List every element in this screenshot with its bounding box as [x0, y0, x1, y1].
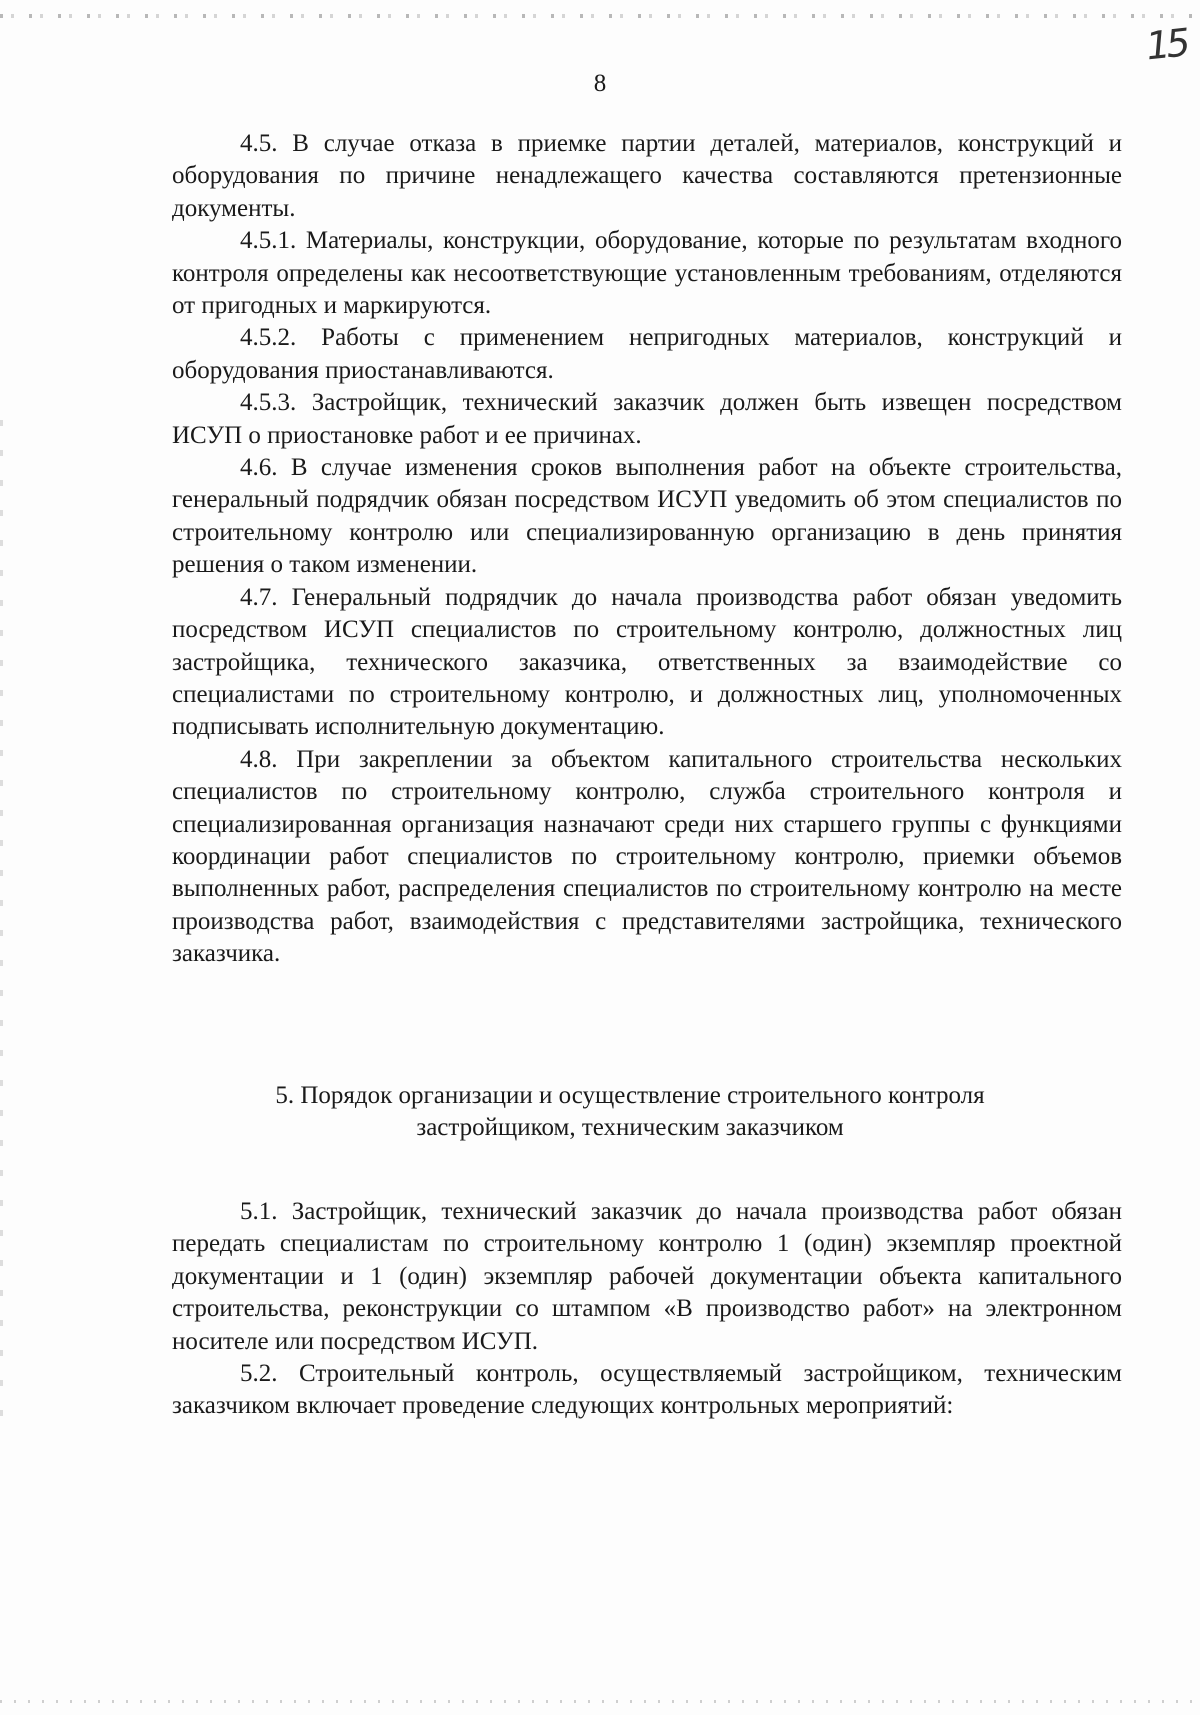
section-heading-line-1: 5. Порядок организации и осуществление строительного контроля [275, 1082, 985, 1109]
paragraph: 4.5.1. Материалы, конструкции, оборудование, которые по результатам входного контроля определены как несоответствующие установленным требованиям, отделяются от пригодных и маркируются. [172, 227, 1122, 320]
paragraph: 4.6. В случае изменения сроков выполнения работ на объекте строительства, генеральный подрядчик обязан посредством ИСУП уведомить об этом специалистов по строительному контролю или специализированную организацию в день принятия решения о таком изменении. [172, 454, 1122, 579]
paragraph: 4.7. Генеральный подрядчик до начала производства работ обязан уведомить посредством ИСУП специалистов по строительному контролю, должностных лиц застройщика, технического заказчика, ответственных за взаимодействие со специалистами по строительному контролю, и должностных лиц, уполномоченных подписывать исполнительную документацию. [172, 583, 1122, 741]
scan-edge-left [0, 420, 3, 1420]
paragraph: 4.5. В случае отказа в приемке партии деталей, материалов, конструкций и оборудования по причине ненадлежащего качества составляются претензионные документы. [172, 130, 1122, 222]
paragraph: 4.5.2. Работы с применением непригодных материалов, конструкций и оборудования приостанавливаются. [172, 324, 1122, 384]
paragraph: 5.1. Застройщик, технический заказчик до начала производства работ обязан передать специалистам по строительному контролю 1 (один) экземпляр проектной документации и 1 (один) экземпляр рабочей документации объекта капитального строительства, реконструкции со штампом «В производство работ» на электронном носителе или посредством ИСУП. [172, 1198, 1122, 1355]
paragraph: 4.5.3. Застройщик, технический заказчик должен быть извещен посредством ИСУП о приостановке работ и ее причинах. [172, 389, 1122, 449]
scan-edge-top [0, 14, 1200, 18]
handwritten-folio-number: 15 [1143, 20, 1189, 69]
section-heading [250, 1080, 1010, 1145]
scan-edge-bottom [0, 1700, 1200, 1703]
section-heading-line-2: застройщиком, техническим заказчиком [416, 1114, 844, 1142]
paragraph: 4.8. При закреплении за объектом капитального строительства нескольких специалистов по строительному контролю, служба строительного контроля и специализированная организация назначают среди них старшего группы с функциями координации работ специалистов по строительному контролю, приемки объемов выполненных работ, распределения специалистов по строительному контролю на месте производства работ, взаимодействия с представителями застройщика, технического заказчика. [172, 745, 1122, 968]
section-5-text [172, 1196, 1122, 1423]
paragraph: 5.2. Строительный контроль, осуществляемый застройщиком, техническим заказчиком включает проведение следующих контрольных мероприятий: [172, 1360, 1122, 1420]
section-4-text [172, 128, 1122, 971]
page-number: 8 [593, 70, 607, 97]
